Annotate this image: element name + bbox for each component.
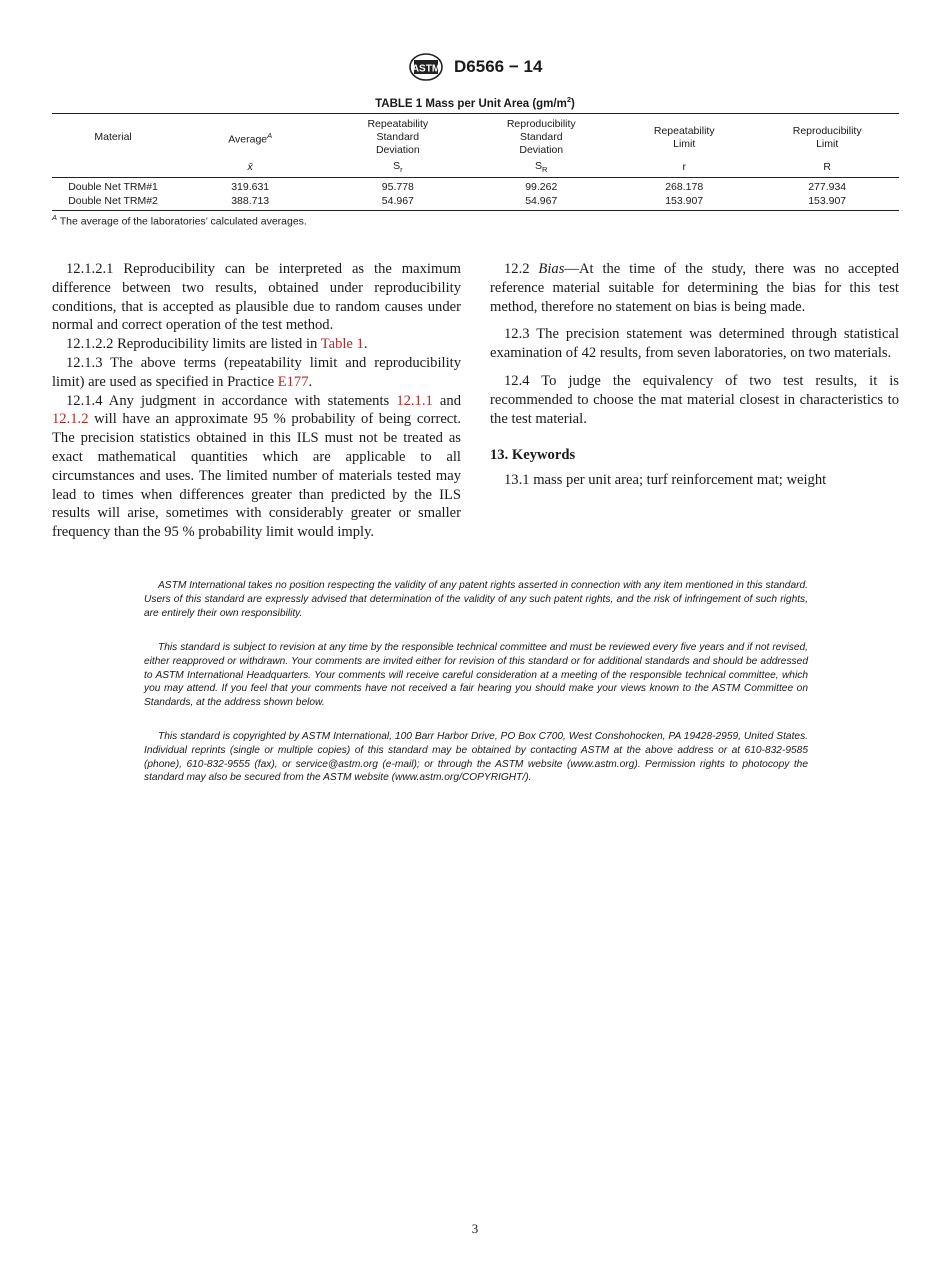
right-column xyxy=(490,260,899,490)
table-row xyxy=(52,178,899,195)
header-repeatability-limit: Repeatability Limit xyxy=(613,114,755,159)
paragraph-12-1-2-1: 12.1.2.1 Reproducibility can be interpreted as the maximum difference between two results, obtained under reproducibility conditions, that is accepted as plausible due to random causes under normal and correct operation of the test method. xyxy=(52,261,461,334)
paragraph-13-1: 13.1 mass per unit area; turf reinforcement mat; weight xyxy=(504,472,827,489)
paragraph-12-1-2-2: 12.1.2.2 Reproducibility limits are listed in Table 1. xyxy=(66,336,368,353)
astm-logo-icon xyxy=(408,52,444,82)
header-material: Material xyxy=(52,114,174,159)
document-number: D6566 − 14 xyxy=(454,57,543,76)
header-reproducibility-limit: Reproducibility Limit xyxy=(755,114,899,159)
e177-link[interactable]: E177 xyxy=(277,373,309,390)
header-repeatability-sd: Repeatability Standard Deviation xyxy=(326,114,469,159)
cell-SR: 54.967 xyxy=(469,195,613,211)
cell-r: 153.907 xyxy=(613,195,755,211)
page-number: 3 xyxy=(471,1221,479,1236)
page-header xyxy=(0,52,950,82)
svg-text:ASTM: ASTM xyxy=(411,63,440,75)
cell-sr: 54.967 xyxy=(326,195,469,211)
symbol-material xyxy=(52,158,174,178)
section-12-1-2-link[interactable]: 12.1.2 xyxy=(52,411,89,428)
cell-r: 268.178 xyxy=(665,181,704,194)
symbol-SR: $S_R$ xyxy=(469,158,613,178)
paragraph-12-4: 12.4 To judge the equivalency of two test results, it is recommended to choose the mat material closest in characteristics to the test material. xyxy=(490,372,899,427)
legal-patent-text: ASTM International takes no position respecting the validity of any patent rights asserted in connection with any item mentioned in this standard. Users of this standard are expressly advised that determination of the validity of any such patent rights, and the risk of infringement of such rights, are entirely their own responsibility. xyxy=(144,580,808,619)
cell-sr: 95.778 xyxy=(381,181,414,194)
cell-R: 277.934 xyxy=(808,181,847,194)
legal-notice-copyright xyxy=(144,730,808,785)
paragraph-12-1-3: 12.1.3 The above terms (repeatability limit and reproducibility limit) are used as specified in Practice E177. xyxy=(52,354,461,390)
table-1-link[interactable]: Table 1 xyxy=(320,336,364,353)
cell-R: 153.907 xyxy=(755,195,899,211)
cell-SR: 99.262 xyxy=(525,181,558,194)
legal-revision-text: This standard is subject to revision at any time by the responsible technical committee and must be reviewed every five years and if not revised, either reapproved or withdrawn. Your comments are invited either for revision of this standard or for additional standards and should be addressed to ASTM International Headquarters. Your comments will receive careful consideration at a meeting of the responsible technical committee, which you may attend. If you feel that your comments have not received a fair hearing you should make your views known to the ASTM Committee on Standards, at the address shown below. xyxy=(144,642,808,709)
section-heading-keywords: 13. Keywords xyxy=(490,447,576,464)
symbol-sr: $S_r$ xyxy=(326,158,469,178)
symbol-xbar: x̄ xyxy=(174,158,326,178)
paragraph-12-2: 12.2 Bias—At the time of the study, there was no accepted reference material suitable for determining the bias for this test method, therefore no statement on bias is being made. xyxy=(490,261,900,315)
cell-material: Double Net TRM#2 xyxy=(52,195,174,211)
legal-copyright-text: This standard is copyrighted by ASTM International, 100 Barr Harbor Drive, PO Box C700, West Conshohocken, PA 19428-2959, United States. Individual reprints (single or multiple copies) of this standard may be obtained by contacting ASTM at the above address or at 610-832-9585 (phone), 610-832-9555 (fax), or service@astm.org (e-mail); or through the ASTM website (www.astm.org). Permission rights to photocopy the standard may also be secured from the ASTM website (www.astm.org/COPYRIGHT/). xyxy=(144,731,808,784)
mass-per-unit-area-table xyxy=(52,113,899,211)
symbol-r: r xyxy=(613,158,755,178)
section-12-1-1-link[interactable]: 12.1.1 xyxy=(396,392,433,409)
cell-average: 319.631 xyxy=(231,181,270,194)
table-title: TABLE 1 Mass per Unit Area $(gm/m^2)$ xyxy=(375,95,575,110)
header-reproducibility-sd: Reproducibility Standard Deviation xyxy=(469,114,613,159)
cell-average: 388.713 xyxy=(174,195,326,211)
legal-notice-patent xyxy=(144,579,808,620)
table-footnote: $^A$ The average of the laboratories’ calculated averages. xyxy=(52,213,307,228)
paragraph-12-3: 12.3 The precision statement was determined through statistical examination of 42 results, from seven laboratories, on two materials. xyxy=(490,326,899,362)
paragraph-12-1-4: 12.1.4 Any judgment in accordance with statements 12.1.1 and 12.1.2 will have an approximate 95 % probability of being correct. The precision statistics obtained in this ILS must not be treated as exact mathematical quantities which are applicable to all circumstances and uses. The limited number of materials tested may lead to times when differences greater than predicted by the ILS results will arise, sometimes with considerably greater or smaller frequency than the 95 % probability limit would imply. xyxy=(52,392,461,541)
data-table-wrapper xyxy=(52,113,899,211)
legal-notice-revision xyxy=(144,641,808,710)
left-column xyxy=(52,260,461,542)
symbol-R: R xyxy=(755,158,899,178)
header-average: Average$^A$ xyxy=(174,114,326,159)
table-row xyxy=(52,195,899,211)
cell-material: Double Net TRM#1 xyxy=(68,181,158,194)
